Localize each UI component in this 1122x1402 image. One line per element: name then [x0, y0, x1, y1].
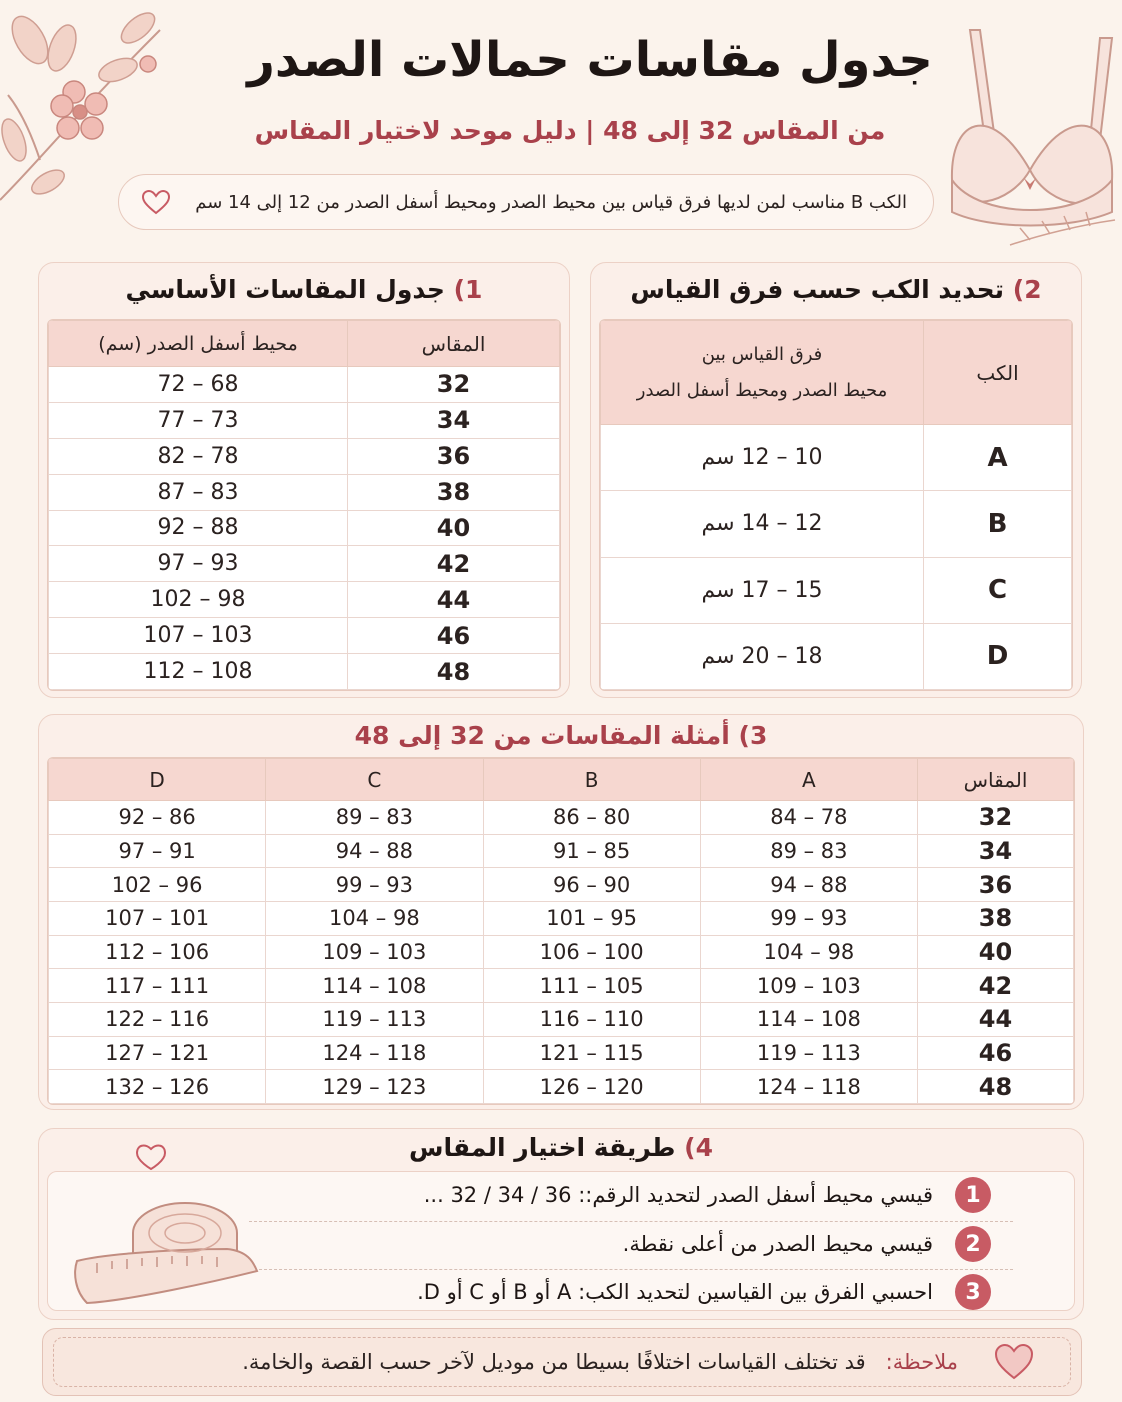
table-row — [49, 546, 560, 582]
section3-title: أمثلة المقاسات من 32 إلى 48 — [354, 721, 730, 750]
table-row — [49, 510, 560, 546]
size-cell: 34 — [348, 402, 560, 438]
table-row — [601, 491, 1072, 557]
step-3-text: احسبي الفرق بين القياسين لتحديد الكب: A أو B أو C أو D. — [417, 1280, 933, 1304]
step-1-badge: 1 — [955, 1177, 991, 1213]
range-cell: 126 – 132 — [49, 1070, 266, 1104]
range-cell: 113 – 119 — [266, 1002, 483, 1036]
column-header-cup: الكب — [924, 321, 1072, 425]
range-cell: 88 – 94 — [266, 834, 483, 868]
intro-text: الكب B مناسب لمن لديها فرق قياس بين محيط الصدر ومحيط أسفل الصدر من 12 إلى 14 سم — [195, 191, 907, 213]
range-cell: 108 – 114 — [266, 969, 483, 1003]
size-cell: 40 — [348, 510, 560, 546]
range-cell: 96 – 102 — [49, 868, 266, 902]
section1-number: 1) — [453, 275, 483, 304]
heart-icon — [993, 1343, 1035, 1381]
note-label: ملاحظة: — [885, 1350, 958, 1374]
range-cell: 93 – 99 — [266, 868, 483, 902]
column-header-difference — [601, 321, 924, 425]
underbust-cell: 78 – 82 — [49, 438, 348, 474]
difference-header-line1: فرق القياس بين — [701, 343, 823, 365]
range-cell: 80 – 86 — [483, 801, 700, 835]
cup-cell: B — [924, 491, 1072, 557]
table-row — [49, 582, 560, 618]
range-cell: 101 – 107 — [49, 901, 266, 935]
cup-cell: A — [924, 425, 1072, 491]
size-cell: 44 — [348, 582, 560, 618]
section3-number: 3) — [738, 721, 768, 750]
table-row — [601, 623, 1072, 689]
table-row — [49, 801, 1074, 835]
intro-banner — [118, 174, 934, 230]
range-cell: 113 – 119 — [700, 1036, 917, 1070]
range-cell: 98 – 104 — [266, 901, 483, 935]
range-cell: 123 – 129 — [266, 1070, 483, 1104]
step-3 — [417, 1274, 991, 1310]
base-sizes-table — [47, 319, 561, 691]
table-row — [49, 901, 1074, 935]
size-cell: 36 — [348, 438, 560, 474]
size-cell: 32 — [348, 367, 560, 403]
page-subtitle: من المقاس 32 إلى 48 | دليل موحد لاختيار المقاس — [254, 116, 886, 145]
column-header-size: المقاس — [348, 321, 560, 367]
examples-table — [47, 757, 1075, 1105]
measuring-tape-icon — [67, 1141, 267, 1311]
range-cell: 83 – 89 — [266, 801, 483, 835]
underbust-cell: 83 – 87 — [49, 474, 348, 510]
cup-cell: D — [924, 623, 1072, 689]
column-header-underbust: محيط أسفل الصدر (سم) — [49, 321, 348, 367]
underbust-cell: 108 – 112 — [49, 654, 348, 690]
size-cell: 46 — [918, 1036, 1074, 1070]
section1-title: جدول المقاسات الأساسي — [125, 275, 445, 304]
range-cell: 111 – 117 — [49, 969, 266, 1003]
range-cell: 90 – 96 — [483, 868, 700, 902]
underbust-cell: 93 – 97 — [49, 546, 348, 582]
size-cell: 46 — [348, 618, 560, 654]
range-cell: 121 – 127 — [49, 1036, 266, 1070]
size-cell: 48 — [348, 654, 560, 690]
section1-heading — [39, 275, 569, 304]
column-header: B — [483, 759, 700, 801]
step-divider — [249, 1221, 1013, 1222]
underbust-cell: 103 – 107 — [49, 618, 348, 654]
cup-cell: C — [924, 557, 1072, 623]
size-cell: 38 — [918, 901, 1074, 935]
step-1 — [424, 1177, 991, 1213]
note-inner — [53, 1337, 1071, 1387]
underbust-cell: 68 – 72 — [49, 367, 348, 403]
range-cell: 118 – 124 — [266, 1036, 483, 1070]
table-row — [601, 557, 1072, 623]
table-row — [49, 1070, 1074, 1104]
range-cell: 110 – 116 — [483, 1002, 700, 1036]
section2-heading — [591, 275, 1081, 304]
size-cell: 42 — [918, 969, 1074, 1003]
underbust-cell: 98 – 102 — [49, 582, 348, 618]
difference-cell: 10 – 12 سم — [601, 425, 924, 491]
page-title: جدول مقاسات حمالات الصدر — [247, 32, 933, 88]
step-2 — [623, 1226, 991, 1262]
range-cell: 95 – 101 — [483, 901, 700, 935]
table-row — [49, 402, 560, 438]
difference-header-line2: محيط الصدر ومحيط أسفل الصدر — [636, 379, 888, 401]
range-cell: 85 – 91 — [483, 834, 700, 868]
table-row — [49, 1002, 1074, 1036]
difference-cell: 18 – 20 سم — [601, 623, 924, 689]
range-cell: 78 – 84 — [700, 801, 917, 835]
range-cell: 108 – 114 — [700, 1002, 917, 1036]
cup-table — [599, 319, 1073, 691]
note-text: قد تختلف القياسات اختلافًا بسيطا من موديل لآخر حسب القصة والخامة. — [242, 1350, 866, 1374]
range-cell: 83 – 89 — [700, 834, 917, 868]
column-header: A — [700, 759, 917, 801]
column-header: C — [266, 759, 483, 801]
table-row — [49, 654, 560, 690]
section2-title: تحديد الكب حسب فرق القياس — [630, 275, 1005, 304]
underbust-cell: 73 – 77 — [49, 402, 348, 438]
size-cell: 36 — [918, 868, 1074, 902]
difference-cell: 12 – 14 سم — [601, 491, 924, 557]
table-row — [49, 969, 1074, 1003]
range-cell: 103 – 109 — [700, 969, 917, 1003]
step-2-text: قيسي محيط الصدر من أعلى نقطة. — [622, 1232, 933, 1256]
difference-cell: 15 – 17 سم — [601, 557, 924, 623]
table-row — [49, 834, 1074, 868]
table-row — [49, 438, 560, 474]
base-sizes-panel — [38, 262, 570, 698]
range-cell: 106 – 112 — [49, 935, 266, 969]
table-row — [49, 618, 560, 654]
section2-number: 2) — [1012, 275, 1042, 304]
range-cell: 118 – 124 — [700, 1070, 917, 1104]
table-row — [49, 474, 560, 510]
heart-icon — [141, 189, 171, 215]
size-cell: 34 — [918, 834, 1074, 868]
cup-panel — [590, 262, 1082, 698]
size-cell: 42 — [348, 546, 560, 582]
range-cell: 115 – 121 — [483, 1036, 700, 1070]
table-row — [49, 367, 560, 403]
examples-panel — [38, 714, 1084, 1110]
table-row — [49, 1036, 1074, 1070]
range-cell: 120 – 126 — [483, 1070, 700, 1104]
size-cell: 32 — [918, 801, 1074, 835]
table-row — [49, 868, 1074, 902]
range-cell: 88 – 94 — [700, 868, 917, 902]
size-cell: 38 — [348, 474, 560, 510]
range-cell: 91 – 97 — [49, 834, 266, 868]
note-box — [42, 1328, 1082, 1396]
range-cell: 103 – 109 — [266, 935, 483, 969]
range-cell: 98 – 104 — [700, 935, 917, 969]
size-cell: 44 — [918, 1002, 1074, 1036]
section3-heading — [39, 721, 1083, 750]
range-cell: 100 – 106 — [483, 935, 700, 969]
size-cell: 40 — [918, 935, 1074, 969]
section4-title: طريقة اختيار المقاس — [409, 1133, 676, 1162]
step-1-text: قيسي محيط أسفل الصدر لتحديد الرقم:: 36 / 34 / 32 ... — [423, 1183, 933, 1207]
step-divider — [249, 1269, 1013, 1270]
size-cell: 48 — [918, 1070, 1074, 1104]
how-to-panel — [38, 1128, 1084, 1320]
range-cell: 93 – 99 — [700, 901, 917, 935]
range-cell: 86 – 92 — [49, 801, 266, 835]
range-cell: 116 – 122 — [49, 1002, 266, 1036]
table-row — [601, 425, 1072, 491]
step-3-badge: 3 — [955, 1274, 991, 1310]
underbust-cell: 88 – 92 — [49, 510, 348, 546]
table-row — [49, 935, 1074, 969]
range-cell: 105 – 111 — [483, 969, 700, 1003]
column-header: D — [49, 759, 266, 801]
section4-number: 4) — [684, 1133, 713, 1162]
column-header: المقاس — [918, 759, 1074, 801]
step-2-badge: 2 — [955, 1226, 991, 1262]
